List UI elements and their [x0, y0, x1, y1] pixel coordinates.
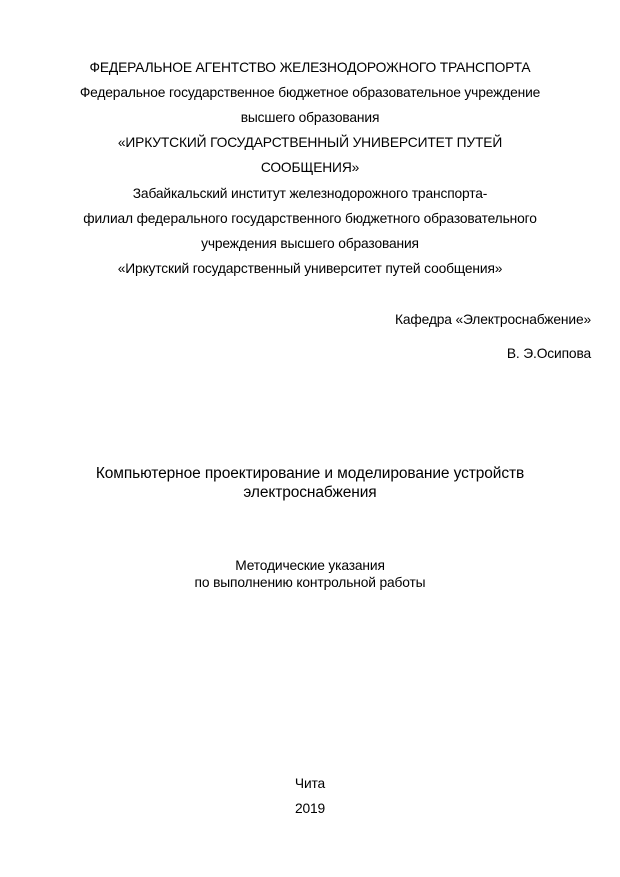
document-title-line-1: Компьютерное проектирование и моделирование устройств: [95, 465, 525, 482]
header-institution-type-line: Федеральное государственное бюджетное образовательное учреждение: [79, 85, 541, 100]
document-subtitle-line-2: по выполнению контрольной работы: [194, 575, 426, 590]
header-branch-line-1: Забайкальский институт железнодорожного транспорта-: [132, 186, 488, 201]
header-branch-line-4: «Иркутский государственный университет путей сообщения»: [117, 261, 503, 276]
department-label: Кафедра «Электроснабжение»: [395, 312, 591, 327]
header-branch-line-3: учреждения высшего образования: [201, 236, 419, 251]
header-branch-line-2: филиал федерального государственного бюджетного образовательного: [83, 211, 537, 226]
header-university-name-line-1: «ИРКУТСКИЙ ГОСУДАРСТВЕННЫЙ УНИВЕРСИТЕТ ПУТЕЙ: [117, 135, 503, 150]
header-university-name-line-2: СООБЩЕНИЯ»: [260, 160, 360, 175]
header-education-level-line: высшего образования: [240, 110, 380, 125]
document-title-line-2: электроснабжения: [243, 484, 377, 501]
footer-city: Чита: [294, 776, 326, 791]
author-name: В. Э.Осипова: [506, 346, 591, 361]
footer-year: 2019: [294, 801, 326, 816]
header-agency-line: ФЕДЕРАЛЬНОЕ АГЕНТСТВО ЖЕЛЕЗНОДОРОЖНОГО ТРАНСПОРТА: [89, 60, 531, 75]
document-subtitle-line-1: Методические указания: [235, 558, 385, 573]
